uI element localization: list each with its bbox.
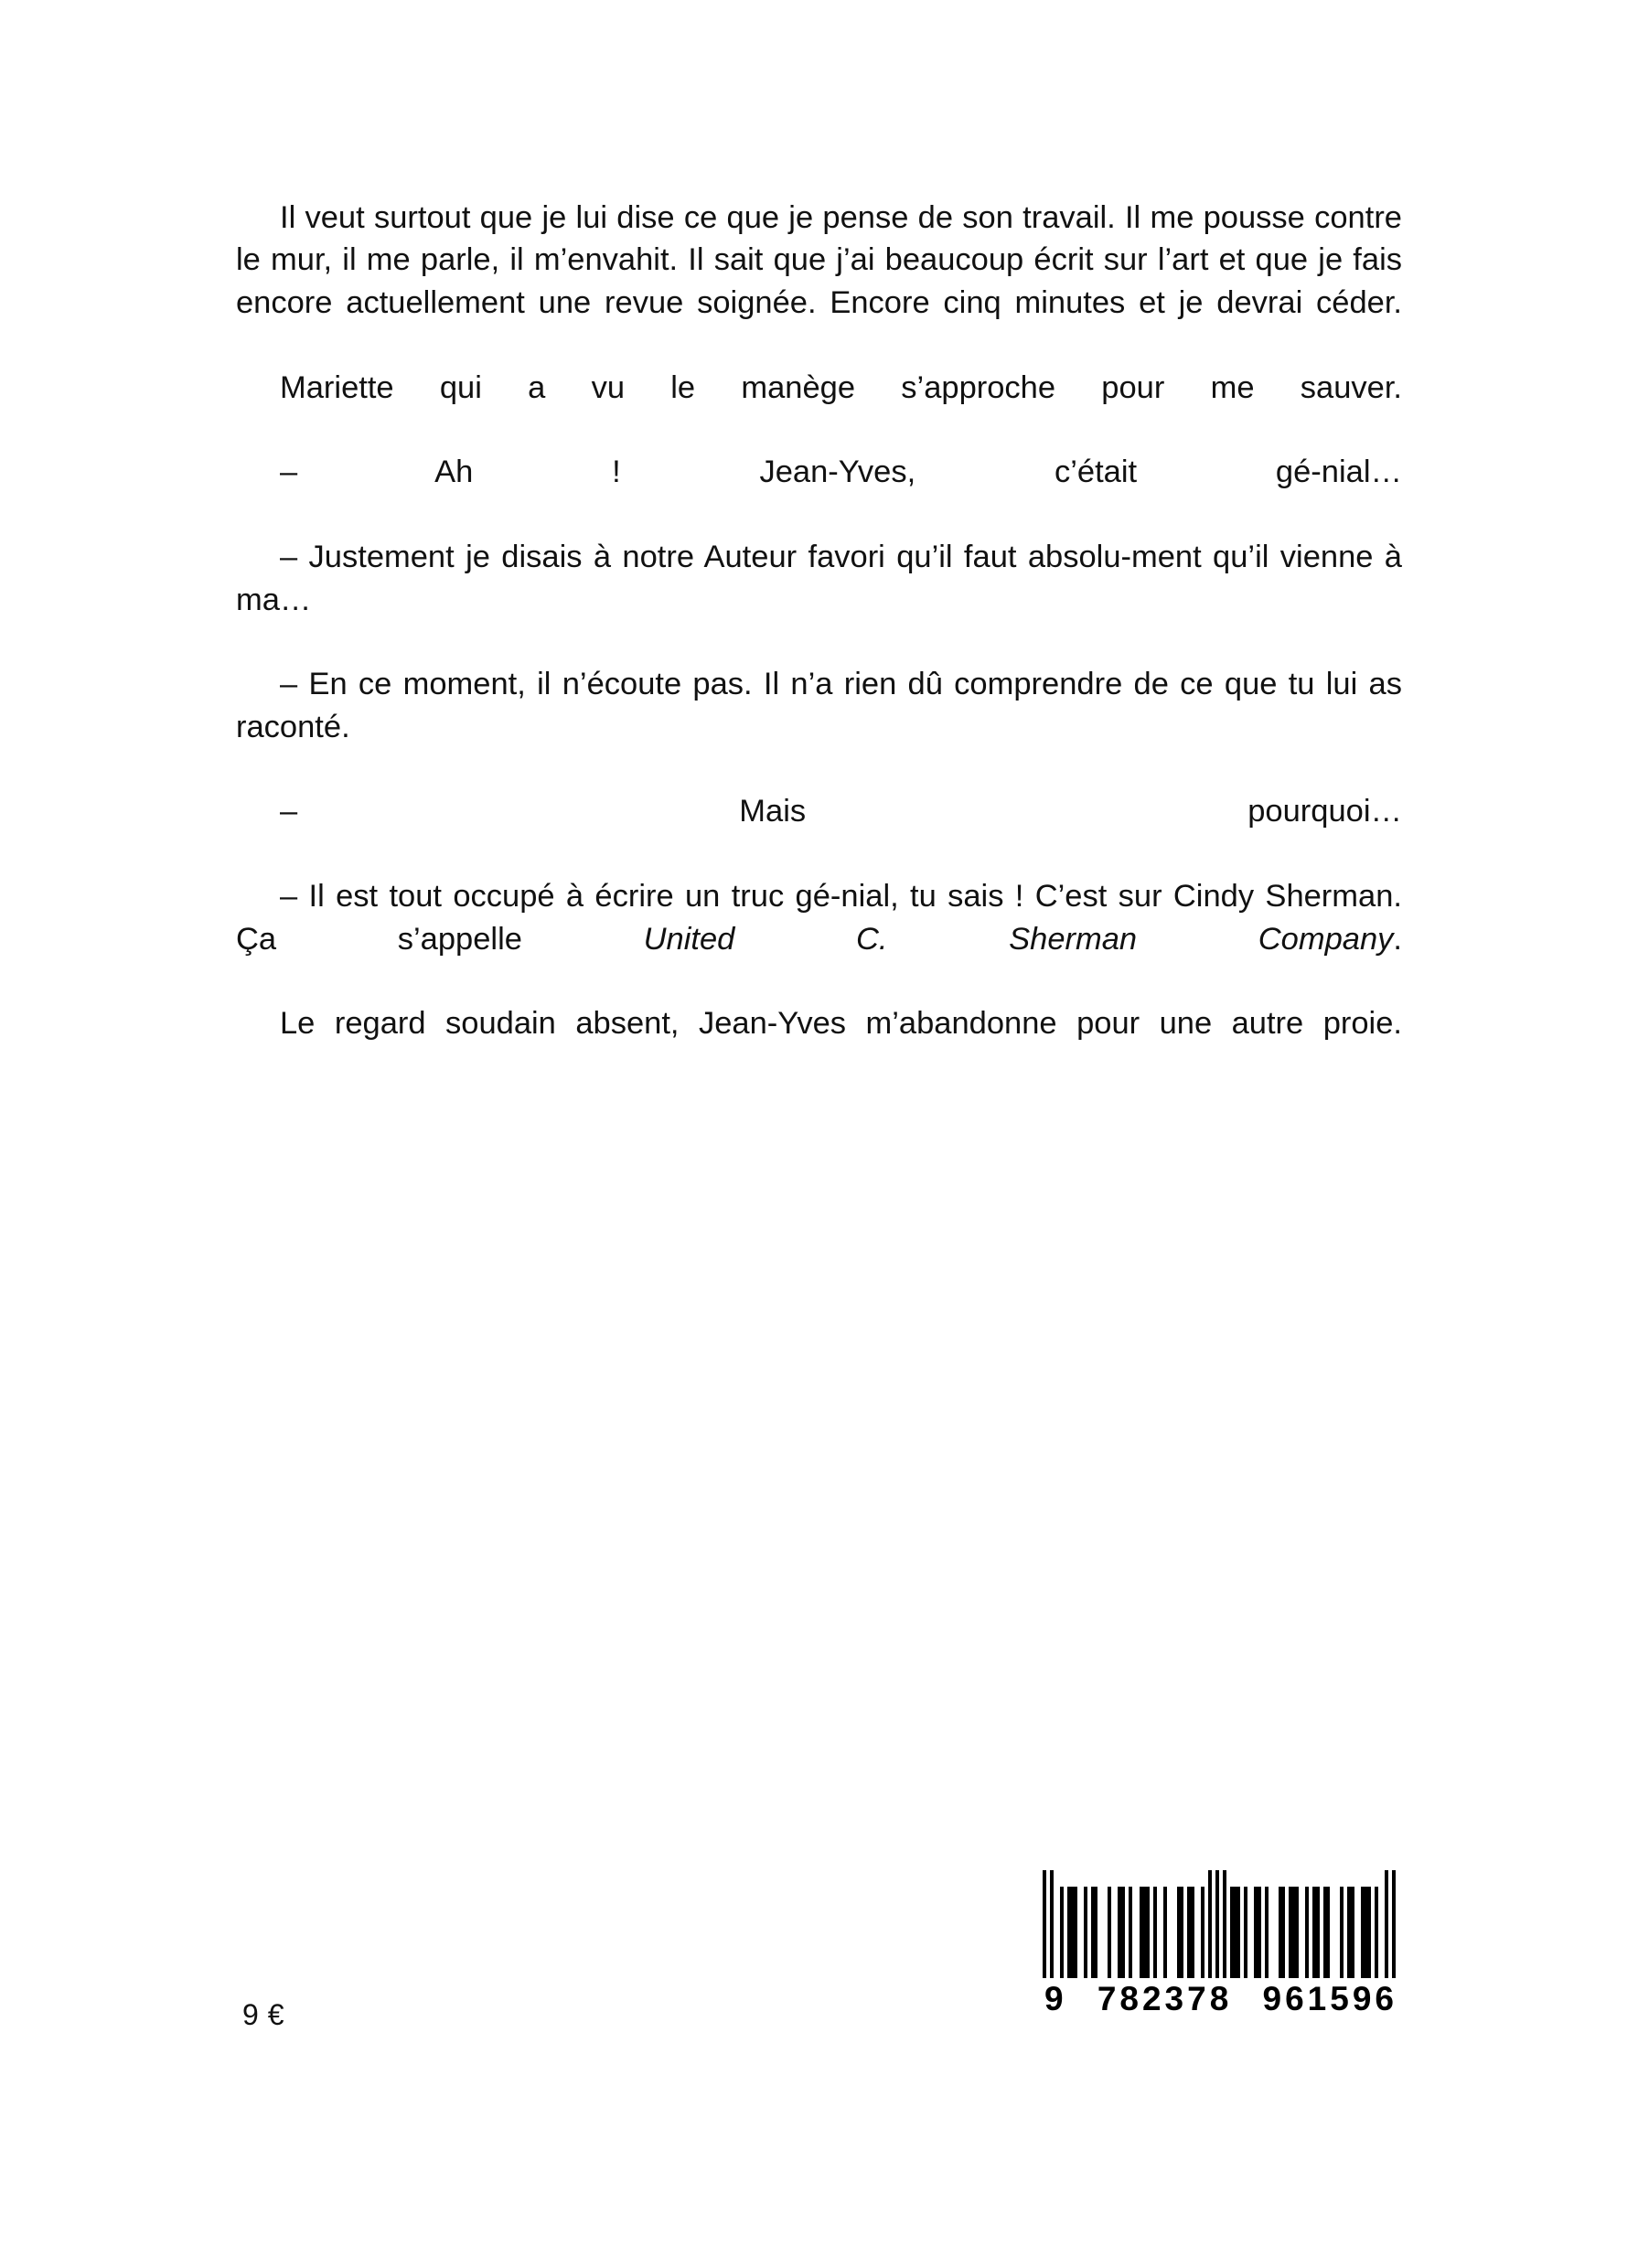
paragraph-7-text: – Il est tout occupé à écrire un truc gé-nial, tu sais ! C’est sur Cindy Sherman. Ça s’appelle [236,879,1402,957]
paragraph-1: Il veut surtout que je lui dise ce que je pense de son travail. Il me pousse contre le mur, il me parle, il m’envahit. Il sait que j’ai beaucoup écrit sur l’art et que je fais encore actuellement une revue soignée. Encore cinq minutes et je devrai céder. [236,200,1402,320]
book-title-italic: United C. Sherman Company [643,921,1394,957]
barcode-lead-digit: 9 [1044,1980,1065,2017]
paragraph-2: Mariette qui a vu le manège s’approche pour me sauver. [280,369,1402,405]
paragraph-5: – En ce moment, il n’écoute pas. Il n’a rien dû comprendre de ce que tu lui as raconté. [236,667,1402,744]
barcode-bars [1043,1870,1399,1978]
barcode-right-group: 961596 [1262,1980,1397,2017]
paragraph-3: – Ah ! Jean-Yves, c’était gé-nial… [280,455,1402,490]
paragraph-7 [236,875,1402,1002]
barcode-left-group: 782378 [1097,1980,1233,2017]
paragraph-7-tail: . [1393,921,1403,957]
paragraph-4: – Justement je disais à notre Auteur favori qu’il faut absolu-ment qu’il vienne à ma… [236,540,1402,617]
barcode [1043,1870,1399,2018]
barcode-digits [1043,1980,1399,2018]
page-text-block [236,197,1402,1087]
paragraph-8: Le regard soudain absent, Jean-Yves m’abandonne pour une autre proie. [280,1006,1402,1042]
paragraph-6: – Mais pourquoi… [280,794,1402,829]
price-label: 9 € [242,1998,284,2031]
